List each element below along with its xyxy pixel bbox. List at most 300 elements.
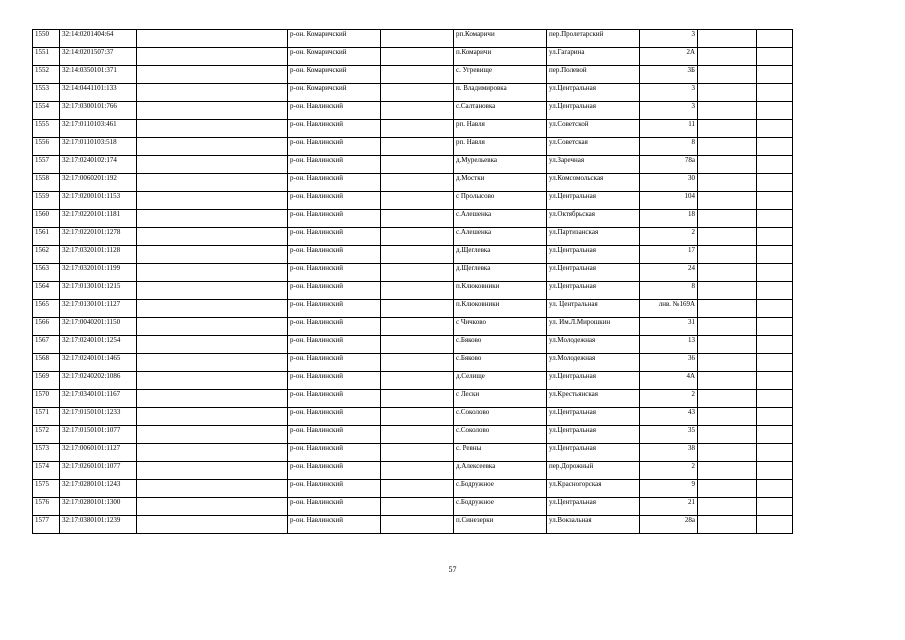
blank-cell [757,102,793,120]
locality-cell: с.Бяково [454,336,547,354]
blank-cell [757,282,793,300]
blank-cell [381,120,454,138]
blank-cell [137,390,288,408]
row-index-cell: 1562 [33,246,60,264]
row-index-cell: 1563 [33,264,60,282]
street-cell: ул.Центральная [547,192,640,210]
street-cell: ул. Им.Л.Мирошкин [547,318,640,336]
row-index-cell: 1554 [33,102,60,120]
blank-cell [137,30,288,48]
cadastral-number-cell: 32:17:0040201:1150 [60,318,137,336]
blank-cell [381,156,454,174]
blank-cell [698,426,757,444]
locality-cell: с.Алешенка [454,210,547,228]
blank-cell [698,120,757,138]
house-number-cell: 31 [640,318,698,336]
table-row [33,264,793,282]
row-index-cell: 1561 [33,228,60,246]
cadastral-number-cell: 32:17:0130101:1127 [60,300,137,318]
house-number-cell: 28а [640,516,698,534]
row-index-cell: 1575 [33,480,60,498]
locality-cell: п.Клюковники [454,300,547,318]
blank-cell [757,444,793,462]
street-cell: ул.Центральная [547,372,640,390]
blank-cell [381,318,454,336]
locality-cell: п. Владимировка [454,84,547,102]
table-row [33,498,793,516]
house-number-cell: 21 [640,498,698,516]
house-number-cell: 4А [640,372,698,390]
blank-cell [137,228,288,246]
locality-cell: д.Селище [454,372,547,390]
blank-cell [137,516,288,534]
district-cell: р-он. Навлинский [288,174,381,192]
district-cell: р-он. Навлинский [288,210,381,228]
blank-cell [137,192,288,210]
district-cell: р-он. Комаричский [288,48,381,66]
blank-cell [137,48,288,66]
table-row [33,210,793,228]
blank-cell [137,336,288,354]
cadastral-number-cell: 32:17:0110103:461 [60,120,137,138]
row-index-cell: 1553 [33,84,60,102]
locality-cell: рп. Навля [454,120,547,138]
blank-cell [381,30,454,48]
row-index-cell: 1574 [33,462,60,480]
blank-cell [137,138,288,156]
table-row [33,516,793,534]
street-cell: ул.Советская [547,138,640,156]
row-index-cell: 1558 [33,174,60,192]
blank-cell [698,300,757,318]
blank-cell [137,462,288,480]
blank-cell [698,354,757,372]
table-row [33,84,793,102]
row-index-cell: 1556 [33,138,60,156]
cadastral-number-cell: 32:17:0380101:1239 [60,516,137,534]
blank-cell [137,120,288,138]
street-cell: ул.Заречная [547,156,640,174]
cadastral-number-cell: 32:17:0240101:1465 [60,354,137,372]
house-number-cell: 2А [640,48,698,66]
row-index-cell: 1565 [33,300,60,318]
locality-cell: с Чичково [454,318,547,336]
street-cell: пер.Полевой [547,66,640,84]
row-index-cell: 1571 [33,408,60,426]
blank-cell [698,84,757,102]
blank-cell [698,210,757,228]
blank-cell [757,516,793,534]
blank-cell [757,264,793,282]
street-cell: ул.Молодежная [547,354,640,372]
blank-cell [381,444,454,462]
blank-cell [757,228,793,246]
locality-cell: п.Комаричи [454,48,547,66]
locality-cell: д.Мурельевка [454,156,547,174]
page-number: 57 [448,565,457,574]
blank-cell [137,498,288,516]
blank-cell [381,282,454,300]
blank-cell [698,138,757,156]
cadastral-number-cell: 32:17:0150101:1077 [60,426,137,444]
house-number-cell: 43 [640,408,698,426]
cadastral-number-cell: 32:17:0240101:1254 [60,336,137,354]
locality-cell: с.Салтановка [454,102,547,120]
table-row [33,246,793,264]
district-cell: р-он. Навлинский [288,138,381,156]
row-index-cell: 1557 [33,156,60,174]
cadastral-number-cell: 32:17:0300101:766 [60,102,137,120]
street-cell: ул.Октябрьская [547,210,640,228]
locality-cell: рп. Навля [454,138,547,156]
house-number-cell: 3 [640,30,698,48]
house-number-cell: 9 [640,480,698,498]
district-cell: р-он. Навлинский [288,426,381,444]
street-cell: ул.Вокзальная [547,516,640,534]
cadastral-number-cell: 32:14:0350101:371 [60,66,137,84]
table-row [33,426,793,444]
house-number-cell: 2 [640,390,698,408]
locality-cell: с.Соколово [454,426,547,444]
row-index-cell: 1570 [33,390,60,408]
locality-cell: с.Бодружное [454,498,547,516]
blank-cell [381,354,454,372]
house-number-cell: 3Б [640,66,698,84]
blank-cell [757,354,793,372]
cadastral-number-cell: 32:17:0240102:174 [60,156,137,174]
cadastral-number-cell: 32:17:0320101:1128 [60,246,137,264]
street-cell: ул.Партизанская [547,228,640,246]
blank-cell [137,372,288,390]
blank-cell [757,336,793,354]
blank-cell [757,318,793,336]
row-index-cell: 1567 [33,336,60,354]
table-row [33,408,793,426]
locality-cell: п.Синезерки [454,516,547,534]
cadastral-number-cell: 32:17:0340101:1167 [60,390,137,408]
district-cell: р-он. Навлинский [288,246,381,264]
blank-cell [757,120,793,138]
table-row [33,354,793,372]
blank-cell [698,174,757,192]
house-number-cell: 30 [640,174,698,192]
blank-cell [757,390,793,408]
blank-cell [381,480,454,498]
table-row [33,156,793,174]
house-number-cell: 8 [640,282,698,300]
row-index-cell: 1576 [33,498,60,516]
blank-cell [698,48,757,66]
district-cell: р-он. Комаричский [288,30,381,48]
blank-cell [137,426,288,444]
blank-cell [137,300,288,318]
blank-cell [381,174,454,192]
cadastral-number-cell: 32:17:0060201:192 [60,174,137,192]
locality-cell: с.Бодружное [454,480,547,498]
blank-cell [381,102,454,120]
blank-cell [381,246,454,264]
table-row [33,372,793,390]
blank-cell [137,318,288,336]
house-number-cell: 3 [640,84,698,102]
blank-cell [698,444,757,462]
blank-cell [137,66,288,84]
blank-cell [381,228,454,246]
house-number-cell: 78а [640,156,698,174]
cadastral-number-cell: 32:17:0280101:1243 [60,480,137,498]
row-index-cell: 1555 [33,120,60,138]
blank-cell [757,138,793,156]
blank-cell [698,390,757,408]
row-index-cell: 1552 [33,66,60,84]
locality-cell: с. Угревище [454,66,547,84]
blank-cell [381,300,454,318]
district-cell: р-он. Навлинский [288,228,381,246]
street-cell: пер.Пролетарский [547,30,640,48]
row-index-cell: 1564 [33,282,60,300]
locality-cell: д.Щеглевка [454,246,547,264]
cadastral-number-cell: 32:17:0320101:1199 [60,264,137,282]
blank-cell [381,192,454,210]
locality-cell: д.Мостки [454,174,547,192]
blank-cell [698,156,757,174]
district-cell: р-он. Навлинский [288,282,381,300]
blank-cell [381,210,454,228]
blank-cell [381,408,454,426]
street-cell: ул.Центральная [547,246,640,264]
table-row [33,444,793,462]
house-number-cell: 24 [640,264,698,282]
table-row [33,318,793,336]
locality-cell: с Пролысово [454,192,547,210]
blank-cell [381,48,454,66]
street-cell: ул.Центральная [547,498,640,516]
locality-cell: с.Бяково [454,354,547,372]
blank-cell [381,66,454,84]
blank-cell [137,264,288,282]
blank-cell [698,480,757,498]
house-number-cell: 36 [640,354,698,372]
district-cell: р-он. Навлинский [288,318,381,336]
table-row [33,138,793,156]
district-cell: р-он. Навлинский [288,300,381,318]
row-index-cell: 1560 [33,210,60,228]
row-index-cell: 1551 [33,48,60,66]
blank-cell [757,498,793,516]
district-cell: р-он. Комаричский [288,66,381,84]
row-index-cell: 1572 [33,426,60,444]
table-row [33,480,793,498]
cadastral-number-cell: 32:17:0150101:1233 [60,408,137,426]
house-number-cell: 3 [640,102,698,120]
street-cell: ул.Центральная [547,264,640,282]
blank-cell [381,390,454,408]
cadastral-number-cell: 32:17:0130101:1215 [60,282,137,300]
table-row [33,120,793,138]
table-row [33,102,793,120]
blank-cell [698,192,757,210]
house-number-cell: 35 [640,426,698,444]
district-cell: р-он. Навлинский [288,372,381,390]
cadastral-number-cell: 32:14:0201404:64 [60,30,137,48]
table-row [33,300,793,318]
cadastral-number-cell: 32:17:0060101:1127 [60,444,137,462]
locality-cell: п.Клюковники [454,282,547,300]
district-cell: р-он. Навлинский [288,498,381,516]
table-row [33,174,793,192]
blank-cell [137,156,288,174]
blank-cell [757,192,793,210]
blank-cell [137,408,288,426]
blank-cell [137,174,288,192]
blank-cell [698,462,757,480]
row-index-cell: 1550 [33,30,60,48]
blank-cell [137,480,288,498]
blank-cell [757,408,793,426]
blank-cell [698,336,757,354]
blank-cell [698,30,757,48]
street-cell: ул.Центральная [547,444,640,462]
blank-cell [757,480,793,498]
cadastral-number-cell: 32:17:0220101:1278 [60,228,137,246]
district-cell: р-он. Навлинский [288,390,381,408]
blank-cell [381,264,454,282]
property-register-table [32,29,793,534]
row-index-cell: 1566 [33,318,60,336]
blank-cell [381,138,454,156]
district-cell: р-он. Навлинский [288,516,381,534]
row-index-cell: 1577 [33,516,60,534]
cadastral-number-cell: 32:17:0240202:1086 [60,372,137,390]
table-row [33,228,793,246]
blank-cell [757,48,793,66]
house-number-cell: 11 [640,120,698,138]
table-row [33,336,793,354]
blank-cell [137,282,288,300]
blank-cell [137,246,288,264]
blank-cell [757,210,793,228]
house-number-cell: 13 [640,336,698,354]
locality-cell: д.Алексеевка [454,462,547,480]
table-row [33,30,793,48]
district-cell: р-он. Навлинский [288,480,381,498]
street-cell: пер.Дорожный [547,462,640,480]
blank-cell [381,84,454,102]
district-cell: р-он. Навлинский [288,462,381,480]
blank-cell [698,66,757,84]
cadastral-number-cell: 32:17:0110103:518 [60,138,137,156]
blank-cell [757,30,793,48]
district-cell: р-он. Навлинский [288,444,381,462]
table-row [33,282,793,300]
blank-cell [698,102,757,120]
street-cell: ул.Комсомольская [547,174,640,192]
district-cell: р-он. Навлинский [288,408,381,426]
district-cell: р-он. Навлинский [288,102,381,120]
district-cell: р-он. Навлинский [288,120,381,138]
street-cell: ул.Центральная [547,408,640,426]
house-number-cell: 2 [640,462,698,480]
street-cell: ул.Советской [547,120,640,138]
blank-cell [757,84,793,102]
blank-cell [137,84,288,102]
blank-cell [381,516,454,534]
street-cell: ул.Красногорская [547,480,640,498]
locality-cell: с.Алешенка [454,228,547,246]
blank-cell [698,282,757,300]
table-row [33,48,793,66]
blank-cell [698,228,757,246]
row-index-cell: 1559 [33,192,60,210]
blank-cell [137,354,288,372]
house-number-cell: 2 [640,228,698,246]
district-cell: р-он. Комаричский [288,84,381,102]
street-cell: ул. Центральная [547,300,640,318]
blank-cell [757,426,793,444]
blank-cell [757,156,793,174]
cadastral-number-cell: 32:17:0280101:1300 [60,498,137,516]
blank-cell [757,300,793,318]
locality-cell: с.Соколово [454,408,547,426]
cadastral-number-cell: 32:17:0260101:1077 [60,462,137,480]
house-number-cell: 17 [640,246,698,264]
locality-cell: с. Ревны [454,444,547,462]
blank-cell [757,246,793,264]
table-row [33,66,793,84]
blank-cell [698,408,757,426]
house-number-cell: 18 [640,210,698,228]
cadastral-number-cell: 32:14:0441101:133 [60,84,137,102]
table-row [33,462,793,480]
cadastral-number-cell: 32:14:0201507:37 [60,48,137,66]
cadastral-number-cell: 32:17:0200101:1153 [60,192,137,210]
street-cell: ул.Гагарина [547,48,640,66]
table-row [33,390,793,408]
blank-cell [757,174,793,192]
district-cell: р-он. Навлинский [288,336,381,354]
row-index-cell: 1569 [33,372,60,390]
locality-cell: д.Щеглевка [454,264,547,282]
blank-cell [381,426,454,444]
row-index-cell: 1573 [33,444,60,462]
blank-cell [381,498,454,516]
street-cell: ул.Центральная [547,282,640,300]
row-index-cell: 1568 [33,354,60,372]
table-body [33,30,793,534]
street-cell: ул.Центральная [547,426,640,444]
street-cell: ул.Центральная [547,102,640,120]
house-number-cell: 8 [640,138,698,156]
blank-cell [698,498,757,516]
blank-cell [698,318,757,336]
blank-cell [137,444,288,462]
blank-cell [757,372,793,390]
table-row [33,192,793,210]
house-number-cell: лнв. №169А [640,300,698,318]
street-cell: ул.Молодежная [547,336,640,354]
district-cell: р-он. Навлинский [288,354,381,372]
house-number-cell: 104 [640,192,698,210]
blank-cell [698,516,757,534]
blank-cell [137,102,288,120]
blank-cell [698,264,757,282]
blank-cell [381,372,454,390]
house-number-cell: 38 [640,444,698,462]
blank-cell [137,210,288,228]
district-cell: р-он. Навлинский [288,192,381,210]
blank-cell [381,462,454,480]
blank-cell [381,336,454,354]
